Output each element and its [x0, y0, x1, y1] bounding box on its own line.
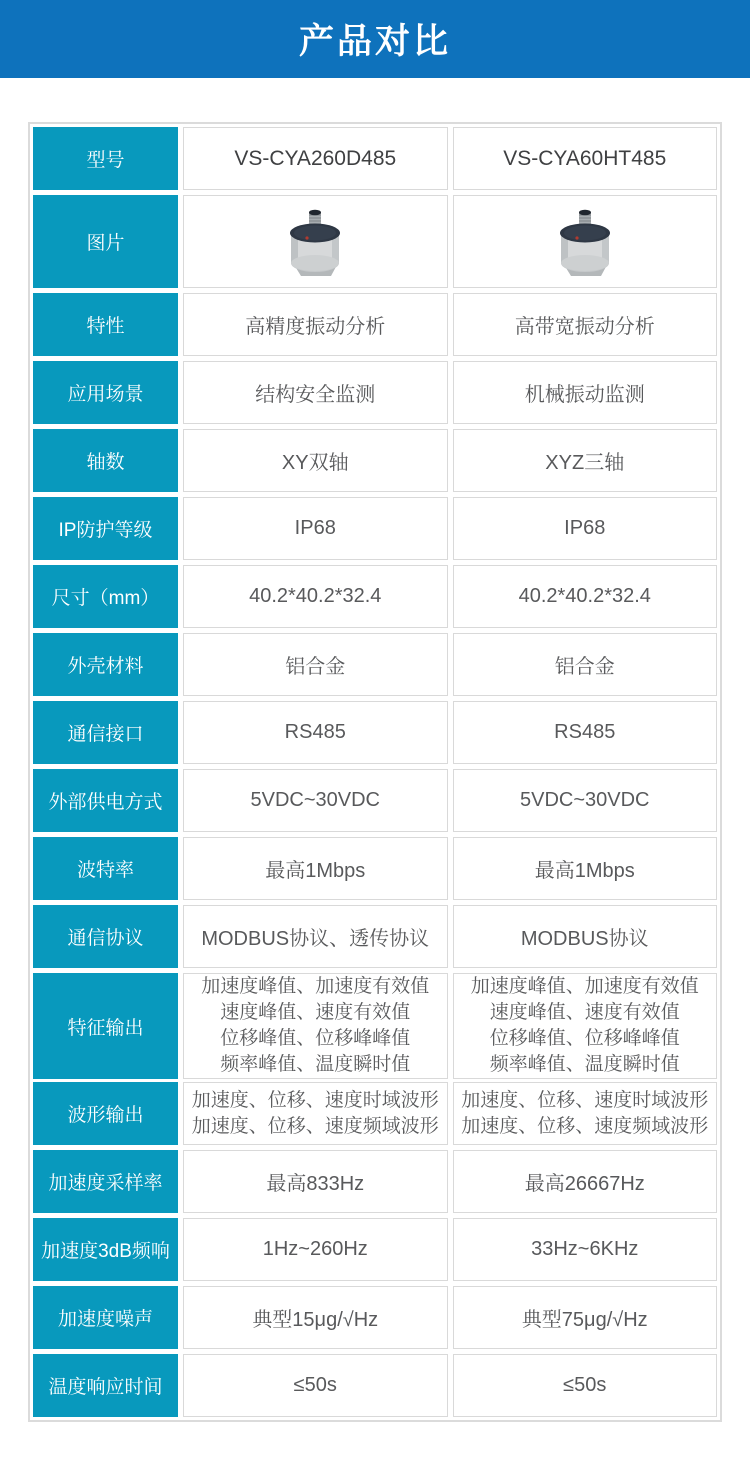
- spec-value-line: 位移峰值、位移峰峰值: [220, 1028, 411, 1049]
- spec-value-line: 速度峰值、速度有效值: [489, 1002, 680, 1023]
- spec-value-line: 位移峰值、位移峰峰值: [489, 1028, 680, 1049]
- page-header-banner: [0, 0, 750, 78]
- spec-value-cell: 33Hz~6KHz: [453, 1218, 718, 1281]
- spec-value-cell: IP68: [453, 497, 718, 560]
- spec-value-cell: 机械振动监测: [453, 361, 718, 424]
- spec-value-line: 速度峰值、速度有效值: [220, 1002, 411, 1023]
- spec-value-line: 加速度峰值、加速度有效值: [201, 976, 430, 997]
- spec-value-line: 加速度、位移、速度频域波形: [191, 1115, 439, 1137]
- vibration-sensor-photo: [273, 203, 357, 281]
- spec-value-cell: XYZ三轴: [453, 429, 718, 492]
- row-label: 尺寸（mm）: [33, 565, 178, 628]
- spec-value-cell: 1Hz~260Hz: [183, 1218, 448, 1281]
- spec-value-cell: 40.2*40.2*32.4: [453, 565, 718, 628]
- row-label: 加速度采样率: [33, 1150, 178, 1213]
- table-row: [33, 905, 717, 968]
- spec-value-cell: MODBUS协议、透传协议: [183, 905, 448, 968]
- comparison-table: [28, 122, 722, 1422]
- table-row: [33, 837, 717, 900]
- table-row: [33, 565, 717, 628]
- spec-value-cell: 典型75μg/√Hz: [453, 1286, 718, 1349]
- row-label: 波形输出: [33, 1082, 178, 1145]
- row-label: 通信接口: [33, 701, 178, 764]
- spec-value-cell: IP68: [183, 497, 448, 560]
- table-row: [33, 195, 717, 288]
- spec-value-cell: XY双轴: [183, 429, 448, 492]
- row-label: 温度响应时间: [33, 1354, 178, 1417]
- row-label: 应用场景: [33, 361, 178, 424]
- spec-value-cell: 5VDC~30VDC: [453, 769, 718, 832]
- spec-value-cell: 最高1Mbps: [453, 837, 718, 900]
- table-row: [33, 127, 717, 190]
- table-row: [33, 973, 717, 1077]
- spec-value-cell: ≤50s: [453, 1354, 718, 1417]
- row-label: 加速度噪声: [33, 1286, 178, 1349]
- product-photo-cell: [183, 195, 448, 288]
- table-row: [33, 1150, 717, 1213]
- row-label: 加速度3dB频响: [33, 1218, 178, 1281]
- spec-value-cell: 典型15μg/√Hz: [183, 1286, 448, 1349]
- spec-value-cell: [183, 973, 448, 1079]
- row-label: 轴数: [33, 429, 178, 492]
- row-label: 波特率: [33, 837, 178, 900]
- spec-value-cell: [183, 1082, 448, 1145]
- spec-value-cell: 40.2*40.2*32.4: [183, 565, 448, 628]
- row-label: 通信协议: [33, 905, 178, 968]
- table-row: [33, 497, 717, 560]
- row-label: 特性: [33, 293, 178, 356]
- row-label: 外部供电方式: [33, 769, 178, 832]
- table-row: [33, 429, 717, 492]
- product-photo-cell: [453, 195, 718, 288]
- table-row: [33, 769, 717, 832]
- spec-value-line: 频率峰值、温度瞬时值: [489, 1054, 680, 1075]
- table-row: [33, 293, 717, 356]
- spec-value-cell: 结构安全监测: [183, 361, 448, 424]
- table-row: [33, 701, 717, 764]
- page-title: 产品对比: [298, 22, 451, 61]
- spec-value-cell: 最高1Mbps: [183, 837, 448, 900]
- row-label: 外壳材料: [33, 633, 178, 696]
- row-label: IP防护等级: [33, 497, 178, 560]
- spec-value-line: 加速度、位移、速度时域波形: [461, 1089, 709, 1111]
- spec-value-cell: 铝合金: [453, 633, 718, 696]
- spec-value-cell: 5VDC~30VDC: [183, 769, 448, 832]
- spec-value-cell: [453, 1082, 718, 1145]
- table-row: [33, 1082, 717, 1145]
- spec-value-line: 加速度峰值、加速度有效值: [470, 976, 699, 997]
- model-name-cell: VS-CYA260D485: [183, 127, 448, 190]
- table-row: [33, 1354, 717, 1417]
- table-row: [33, 633, 717, 696]
- table-row: [33, 1218, 717, 1281]
- row-label: 特征输出: [33, 973, 178, 1079]
- spec-value-cell: 最高833Hz: [183, 1150, 448, 1213]
- row-label: 型号: [33, 127, 178, 190]
- spec-value-line: 加速度、位移、速度频域波形: [461, 1115, 709, 1137]
- spec-value-cell: [453, 973, 718, 1079]
- spec-value-cell: ≤50s: [183, 1354, 448, 1417]
- row-label: 图片: [33, 195, 178, 288]
- spec-value-line: 加速度、位移、速度时域波形: [191, 1089, 439, 1111]
- spec-value-cell: MODBUS协议: [453, 905, 718, 968]
- spec-value-line: 频率峰值、温度瞬时值: [220, 1054, 411, 1075]
- spec-value-cell: 高精度振动分析: [183, 293, 448, 356]
- spec-value-cell: RS485: [183, 701, 448, 764]
- table-row: [33, 361, 717, 424]
- spec-value-cell: RS485: [453, 701, 718, 764]
- spec-value-cell: 铝合金: [183, 633, 448, 696]
- table-row: [33, 1286, 717, 1349]
- spec-value-cell: 高带宽振动分析: [453, 293, 718, 356]
- spec-value-cell: 最高26667Hz: [453, 1150, 718, 1213]
- model-name-cell: VS-CYA60HT485: [453, 127, 718, 190]
- vibration-sensor-photo: [543, 203, 627, 281]
